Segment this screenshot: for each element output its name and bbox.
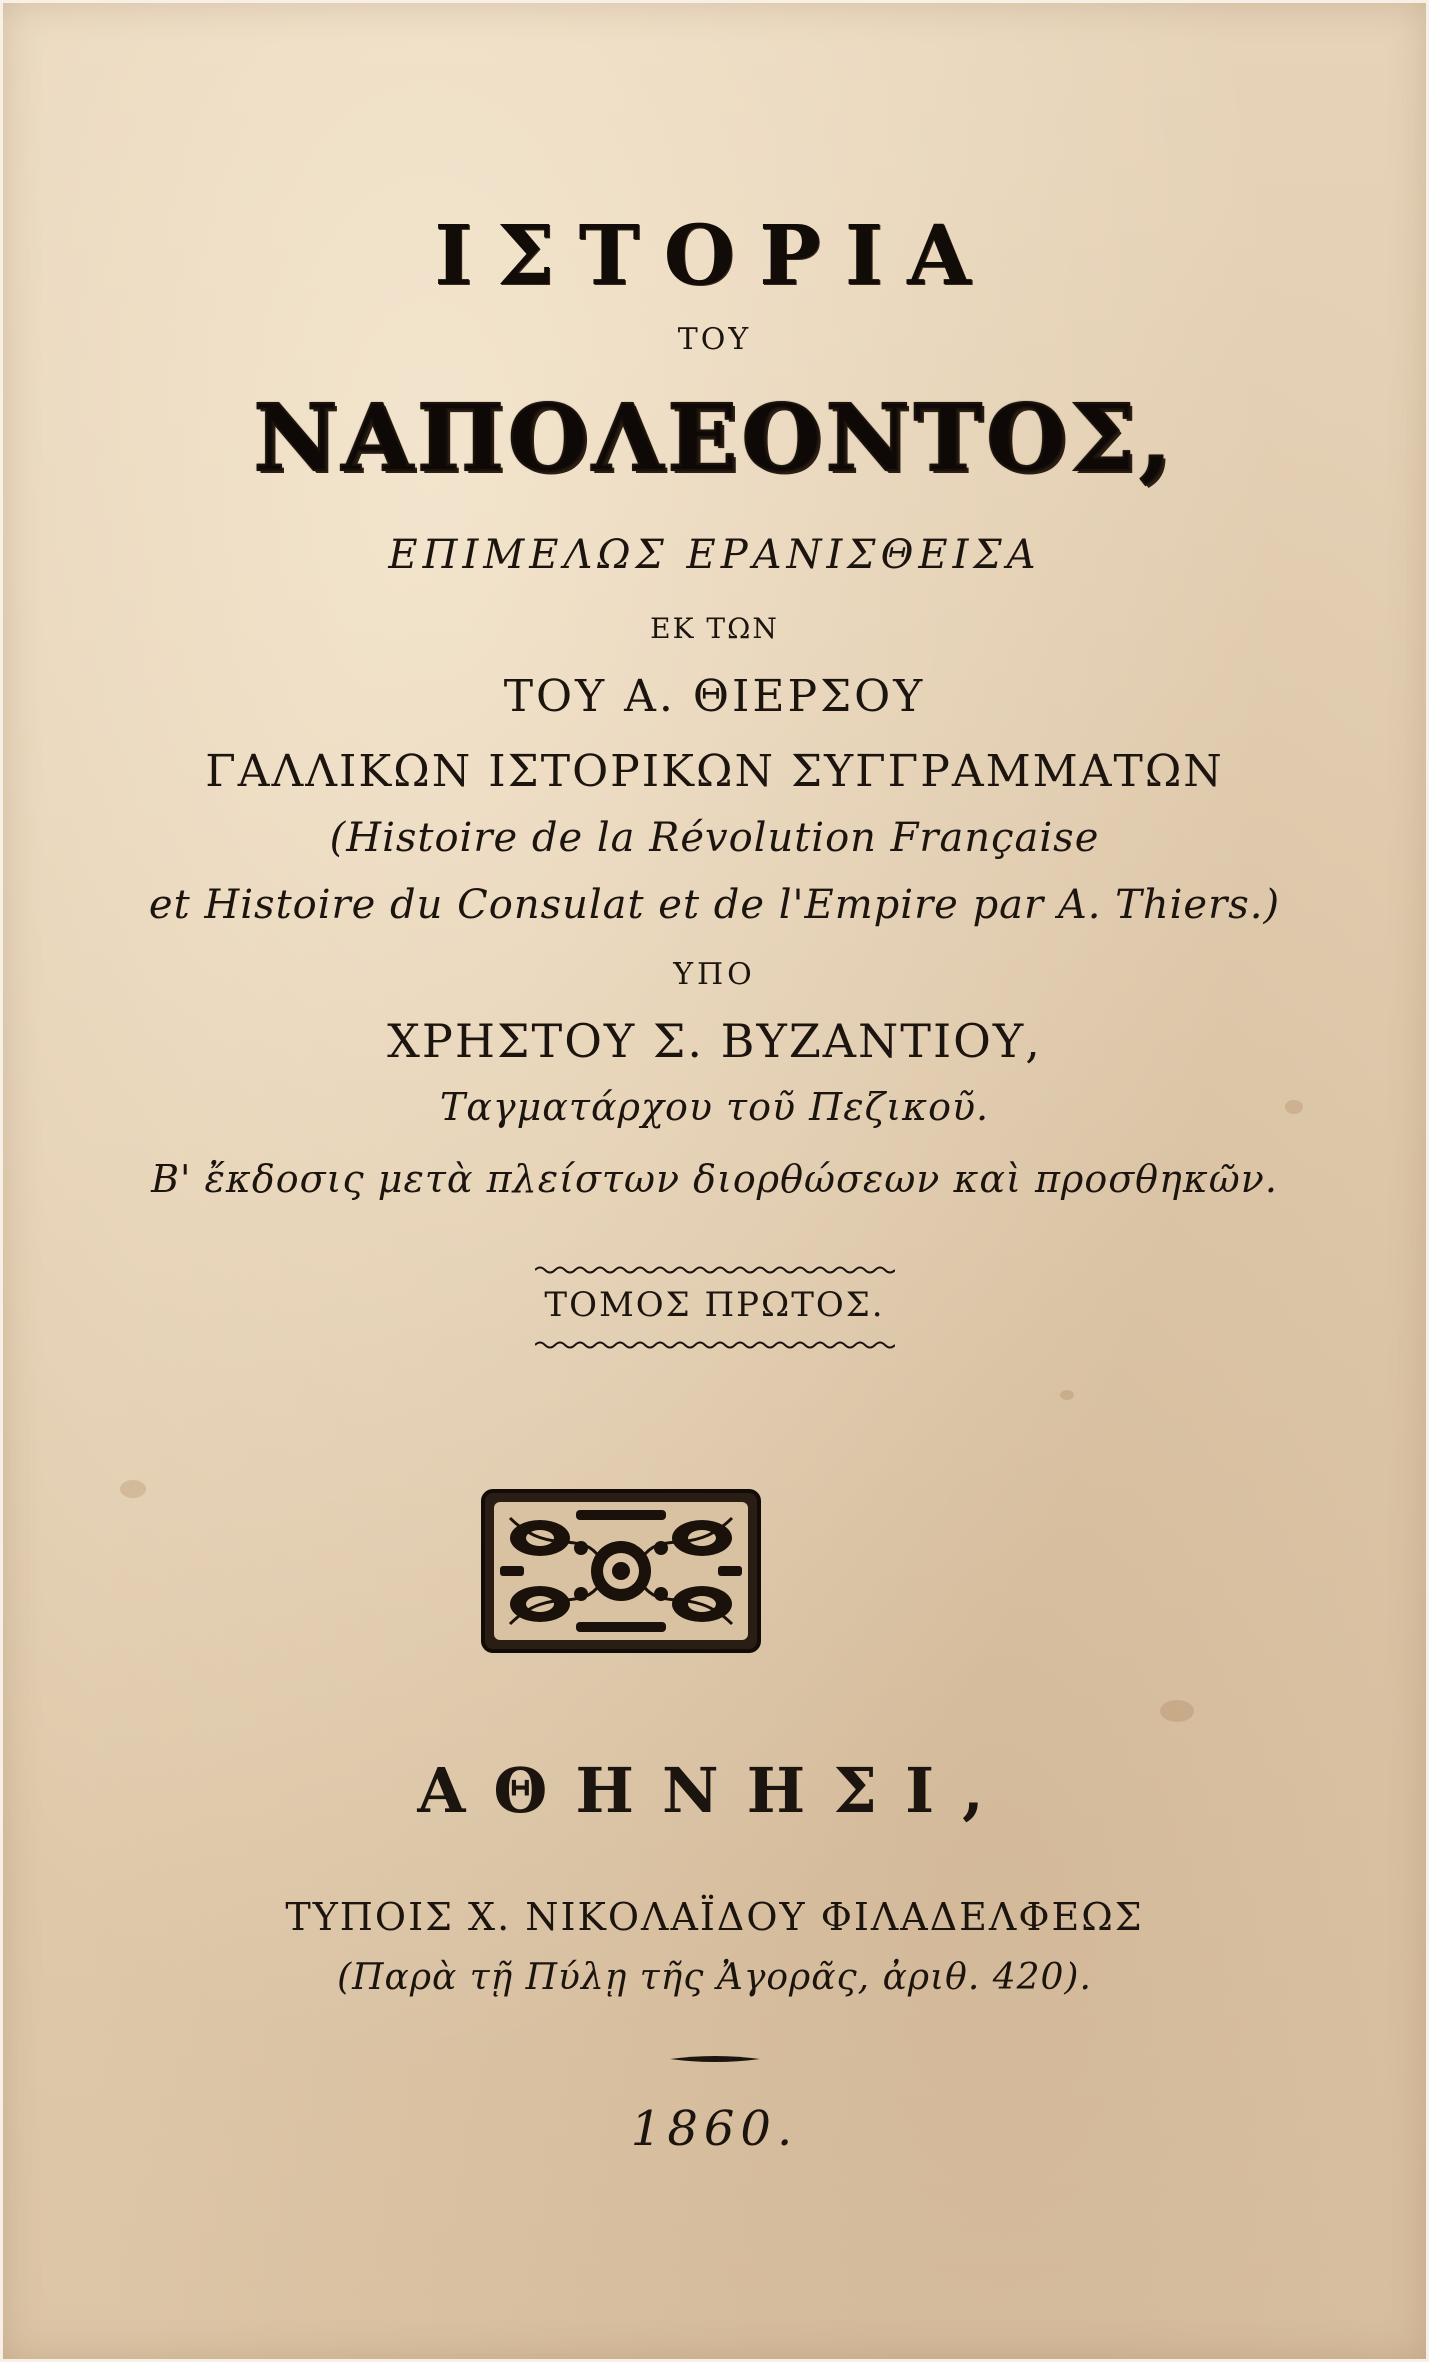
wavy-rule-top-icon: [535, 1265, 895, 1275]
edition-statement: Β' ἔκδοσις μετὰ πλείστων διορθώσεων καὶ προσθηκῶν.: [151, 1157, 1278, 1201]
volume-label: ΤΟΜΟΣ ΠΡΩΤΟΣ.: [544, 1285, 885, 1325]
wavy-rule-top: [0, 1260, 1429, 1279]
main-title: ΙΣΤΟΡΙΑ: [434, 208, 995, 304]
place-of-publication: ΑΘΗΝΗΣΙ,: [417, 1754, 1012, 1827]
printer-address: (Παρὰ τῇ Πύλῃ τῆς Ἀγορᾶς, ἀριθ. 420).: [337, 1957, 1092, 1998]
ornamental-rule: [0, 2050, 1429, 2069]
subject-title: ΝΑΠΟΛΕΟΝΤΟΣ,: [253, 384, 1176, 492]
french-title-line-2: et Histoire du Consulat et de l'Empire par A. Thiers.): [148, 882, 1281, 928]
paper-stain: [1160, 1700, 1194, 1722]
printer-name: ΤΥΠΟΙΣ Χ. ΝΙΚΟΛΑΪΔΟΥ ΦΙΛΑΔΕΛΦΕΩΣ: [285, 1895, 1144, 1939]
by-label: ΥΠΟ: [673, 957, 756, 992]
paper-stain: [1060, 1390, 1074, 1400]
wavy-rule-bottom-icon: [535, 1340, 895, 1350]
author-name: ΧΡΗΣΤΟΥ Σ. ΒΥΖΑΝΤΙΟΥ,: [387, 1014, 1042, 1068]
subtitle-thiers: ΤΟΥ Α. ΘΙΕΡΣΟΥ: [503, 671, 926, 722]
printer-ornament-icon: [480, 1488, 762, 1654]
publication-year: 1860.: [630, 2101, 799, 2157]
paper-stain: [120, 1480, 146, 1498]
subtitle-ek-ton: ΕΚ ΤΩΝ: [650, 612, 779, 645]
wavy-rule-bottom: [0, 1335, 1429, 1354]
subtitle-epimelos: ΕΠΙΜΕΛΩΣ ΕΡΑΝΙΣΘΕΙΣΑ: [388, 532, 1041, 578]
author-rank: Ταγματάρχου τοῦ Πεζικοῦ.: [439, 1085, 990, 1129]
title-article: ΤΟΥ: [677, 322, 752, 357]
french-title-line-1: (Histoire de la Révolution Française: [329, 815, 1100, 861]
subtitle-gallikon: ΓΑΛΛΙΚΩΝ ΙΣΤΟΡΙΚΩΝ ΣΥΓΓΡΑΜΜΑΤΩΝ: [205, 746, 1224, 797]
ornamental-rule-icon: [670, 2053, 760, 2065]
